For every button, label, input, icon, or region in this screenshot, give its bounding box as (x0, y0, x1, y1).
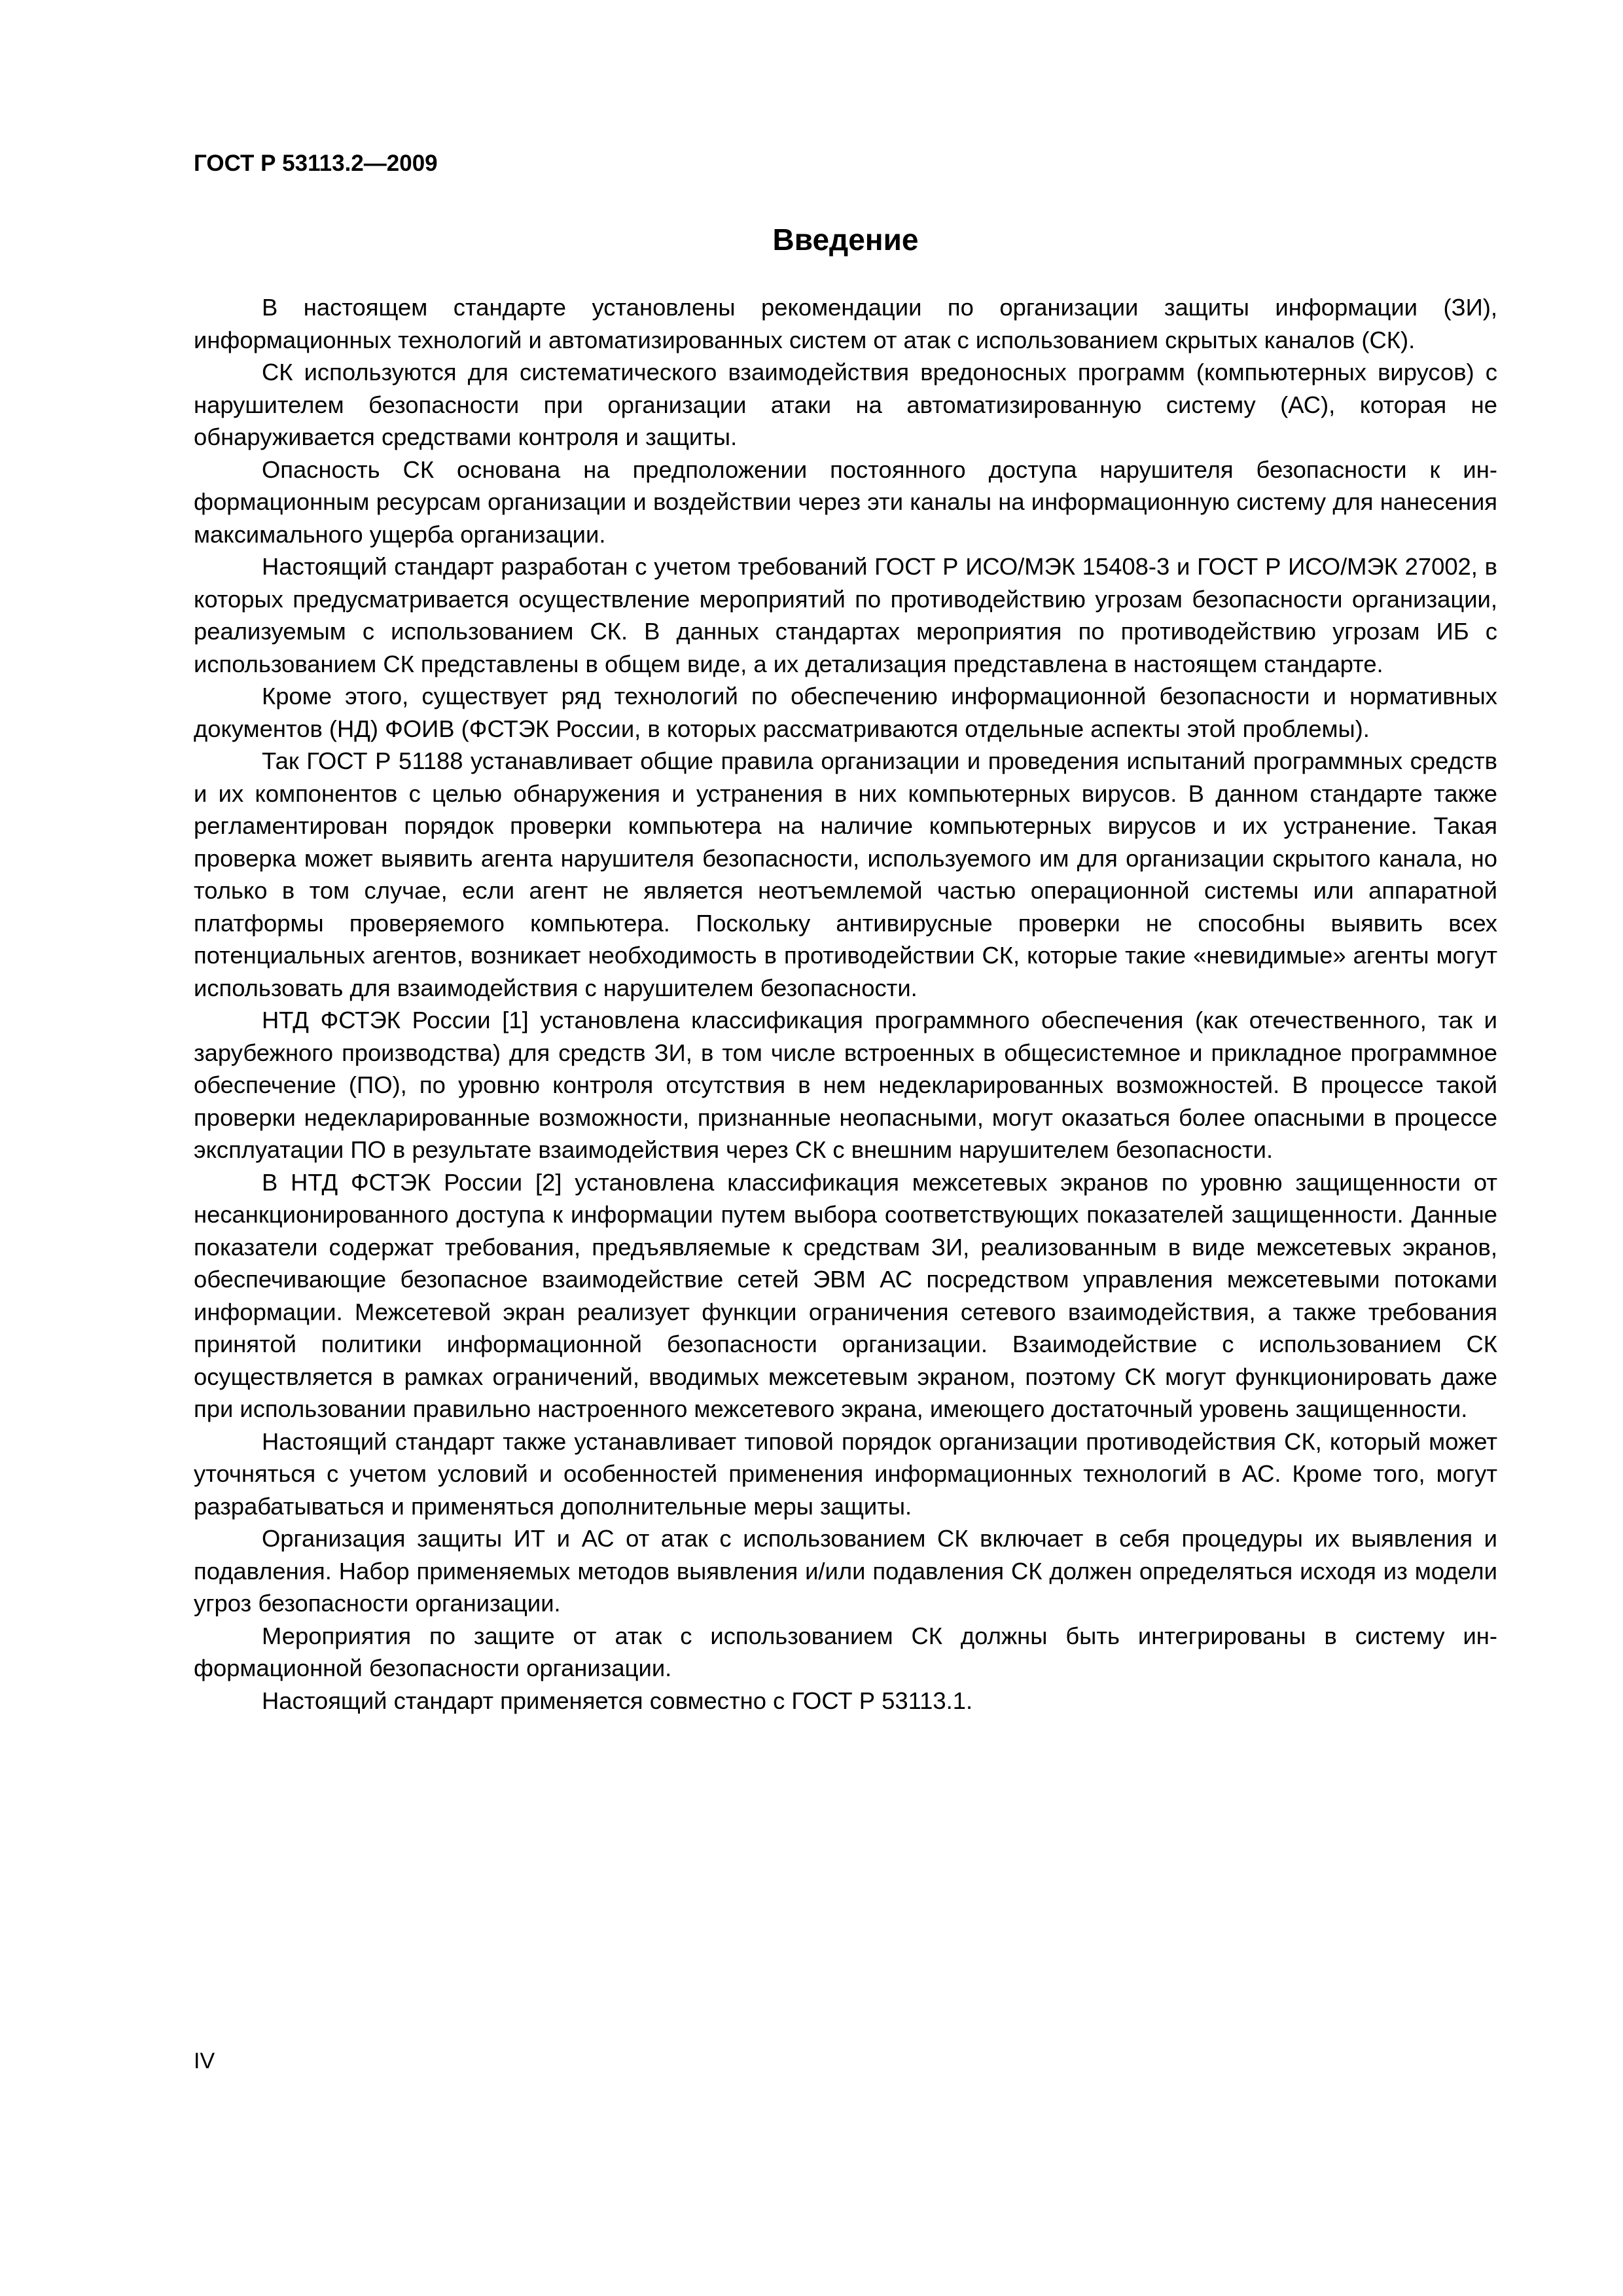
paragraph: В НТД ФСТЭК России [2] установлена классификация межсетевых экранов по уровню защищенности от несанкционированного доступа к информации путем выбора соответствующих показателей защищенности. Данные показатели содержат требования, предъявляемые к средствам ЗИ, реализованным в виде межсетевых экранов, обеспечивающие безопасное взаимодействие сетей ЭВМ АС посредством управления межсетевыми потоками информации. Межсетевой экран реализует функции ограничения сетевого взаимодействия, а также требования принятой политики информационной безопасности организации. Взаимодействие с использованием СК осуществляется в рамках ограничений, вводимых межсетевым экраном, поэтому СК могут функционировать даже при использовании правильно настроенного межсетевого экрана, имеющего достаточный уровень защищенности. (194, 1168, 1497, 1422)
paragraph: В настоящем стандарте установлены рекомендации по организации защиты информации (ЗИ), информационных технологий и автоматизированных систем от атак с использованием скрытых каналов (СК). (194, 294, 1497, 353)
paragraph: Опасность СК основана на предположении постоянного доступа нарушителя безопасности к информационным ресурсам организации и воздействии через эти каналы на информационную систему для нанесения максимального ущерба организации. (194, 456, 1497, 548)
document-number-header: ГОСТ Р 53113.2—2009 (194, 151, 438, 176)
page-number: IV (194, 2049, 215, 2073)
paragraph: Настоящий стандарт применяется совместно с ГОСТ Р 53113.1. (262, 1687, 973, 1714)
body-text (194, 291, 1497, 1717)
paragraph: Кроме этого, существует ряд технологий по обеспечению информационной безопасности и нормативных документов (НД) ФОИВ (ФСТЭК России, в которых рассматриваются отдельные аспекты этой проблемы). (194, 683, 1497, 742)
paragraph: Мероприятия по защите от атак с использованием СК должны быть интегрированы в систему информационной безопасности организации. (194, 1622, 1497, 1681)
paragraph: Настоящий стандарт также устанавливает типовой порядок организации противодействия СК, который может уточняться с учетом условий и особенностей применения информационных технологий в АС. Кроме того, могут разрабатываться и применяться дополнительные меры защиты. (194, 1427, 1497, 1520)
section-title: Введение (772, 223, 919, 257)
paragraph: Организация защиты ИТ и АС от атак с использованием СК включает в себя процедуры их выявления и подавления. Набор применяемых методов выявления и/или подавления СК должен определяться исходя из модели угроз безопасности организации. (194, 1525, 1497, 1617)
paragraph: СК используются для систематического взаимодействия вредоносных программ (компьютерных вирусов) с нарушителем безопасности при организации атаки на автоматизированную систему (АС), которая не обнаруживается средствами контроля и защиты. (194, 359, 1497, 450)
paragraph: Так ГОСТ Р 51188 устанавливает общие правила организации и проведения испытаний программных средств и их компонентов с целью обнаружения и устранения в них компьютерных вирусов. В данном стандарте также регламентирован порядок проверки компьютера на наличие компьютерных вирусов и их устранение. Такая проверка может выявить агента нарушителя безопасности, используемого им для организации скрытого канала, но только в том случае, если агент не является неотъемлемой частью операционной системы или аппаратной платформы проверяемого компьютера. Поскольку антивирусные проверки не способны выявить всех потенциальных агентов, возникает необходимость в противодействии СК, которые такие «невидимые» агенты могут использовать для взаимодействия с нарушителем безопасности. (194, 747, 1497, 1001)
paragraph: НТД ФСТЭК России [1] установлена классификация программного обеспечения (как отечественного, так и зарубежного производства) для средств ЗИ, в том числе встроенных в общесистемное и прикладное программное обеспечение (ПО), по уровню контроля отсутствия в нем недекларированных возможностей. В процессе такой проверки недекларированные возможности, признанные неопасными, могут оказаться более опасными в процессе эксплуатации ПО в результате взаимодействия через СК с внешним нарушителем безопасности. (194, 1007, 1497, 1163)
paragraph: Настоящий стандарт разработан с учетом требований ГОСТ Р ИСО/МЭК 15408-3 и ГОСТ Р ИСО/МЭК 27002, в которых предусматривается осуществление мероприятий по противодействию угрозам безопасности организации, реализуемым с использованием СК. В данных стандартах мероприятия по противодействию угрозам ИБ с использованием СК представлены в общем виде, а их детализация представлена в настоящем стандарте. (194, 553, 1497, 677)
